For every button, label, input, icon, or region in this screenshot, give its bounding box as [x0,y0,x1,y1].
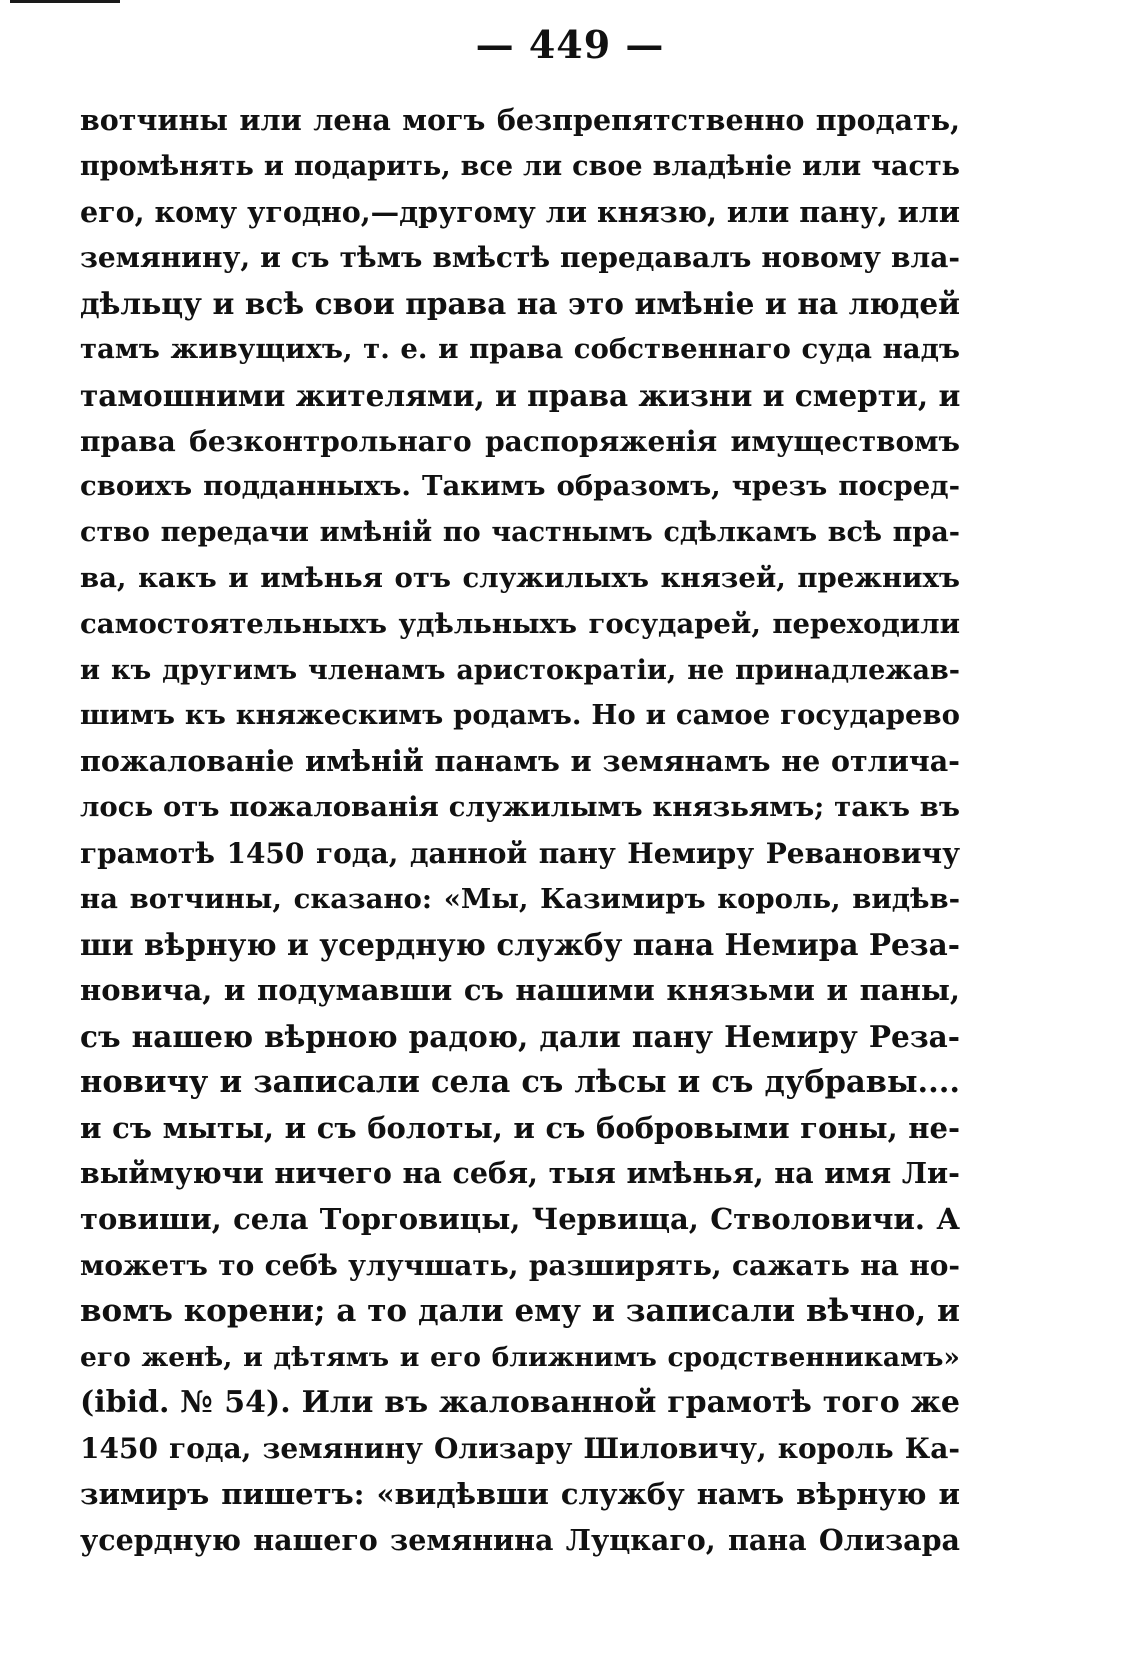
text-line: и къ другимъ членамъ аристократіи, не принадлежав- [80,654,960,686]
text-line: ство передачи имѣній по частнымъ сдѣлкамъ всѣ пра- [80,517,960,549]
text-line: лось отъ пожалованія служилымъ князьямъ; такъ въ [80,790,960,823]
text-line: тамъ живущихъ, т. е. и права собственнаго суда надъ [80,332,960,365]
text-line: товиши, села Торговицы, Червища, Стволовичи. А [80,1202,960,1237]
text-line: новича, и подумавши съ нашими князьми и паны, [80,973,960,1008]
page-number: — 449 — [475,22,665,67]
text-line: шимъ къ княжескимъ родамъ. Но и самое государево [80,699,960,732]
text-line: пожалованіе имѣній панамъ и земянамъ не отлича- [80,744,960,779]
text-line: зимиръ пишетъ: «видѣвши службу намъ вѣрную и [80,1476,960,1511]
text-line: права безконтрольнаго распоряженія имуществомъ [80,424,960,458]
text-line: усердную нашего земянина Луцкаго, пана Олизара [80,1522,960,1557]
text-line: ва, какъ и имѣнья отъ служилыхъ князей, прежнихъ [80,561,960,594]
text-line: его женѣ, и дѣтямъ и его ближнимъ сродственникамъ» [80,1341,960,1373]
text-line: его, кому угодно,—другому ли князю, или пану, или [80,194,960,229]
text-line: земянину, и съ тѣмъ вмѣстѣ передавалъ новому вла- [80,241,960,275]
text-line: промѣнять и подарить, все ли свое владѣніе или часть [80,150,960,182]
text-line: 1450 года, земянину Олизару Шиловичу, король Ка- [80,1432,960,1466]
text-line: на вотчины, сказано: «Мы, Казимиръ король, видѣв- [80,882,960,915]
text-line: дѣльцу и всѣ свои права на это имѣніе и на людей [80,286,960,322]
text-line: съ нашею вѣрною радою, дали пану Немиру Реза- [80,1018,960,1054]
text-line: (ibid. № 54). Или въ жалованной грамотѣ того же [80,1385,960,1421]
text-line: самостоятельныхъ удѣльныхъ государей, переходили [80,607,960,640]
text-line: вотчины или лена могъ безпрепятственно продать, [80,103,960,137]
text-line: новичу и записали села съ лѣсы и съ дубравы.... [80,1063,960,1100]
top-rule [10,0,120,3]
text-line: вомъ корени; а то дали ему и записали вѣчно, и [80,1292,960,1329]
text-line: выймуючи ничего на себя, тыя имѣнья, на имя Ли- [80,1156,960,1191]
text-line: и съ мыты, и съ болоты, и съ бобровыми гоны, не- [80,1110,960,1145]
text-line: можетъ то себѣ улучшать, разширять, сажать на но- [80,1248,960,1282]
text-line: ши вѣрную и усердную службу пана Немира Реза- [80,927,960,963]
text-line: своихъ подданныхъ. Такимъ образомъ, чрезъ посред- [80,470,960,503]
text-line: тамошними жителями, и права жизни и смерти, и [80,377,960,413]
body-text [80,98,960,1564]
text-line: грамотѣ 1450 года, данной пану Немиру Ревановичу [80,836,960,870]
